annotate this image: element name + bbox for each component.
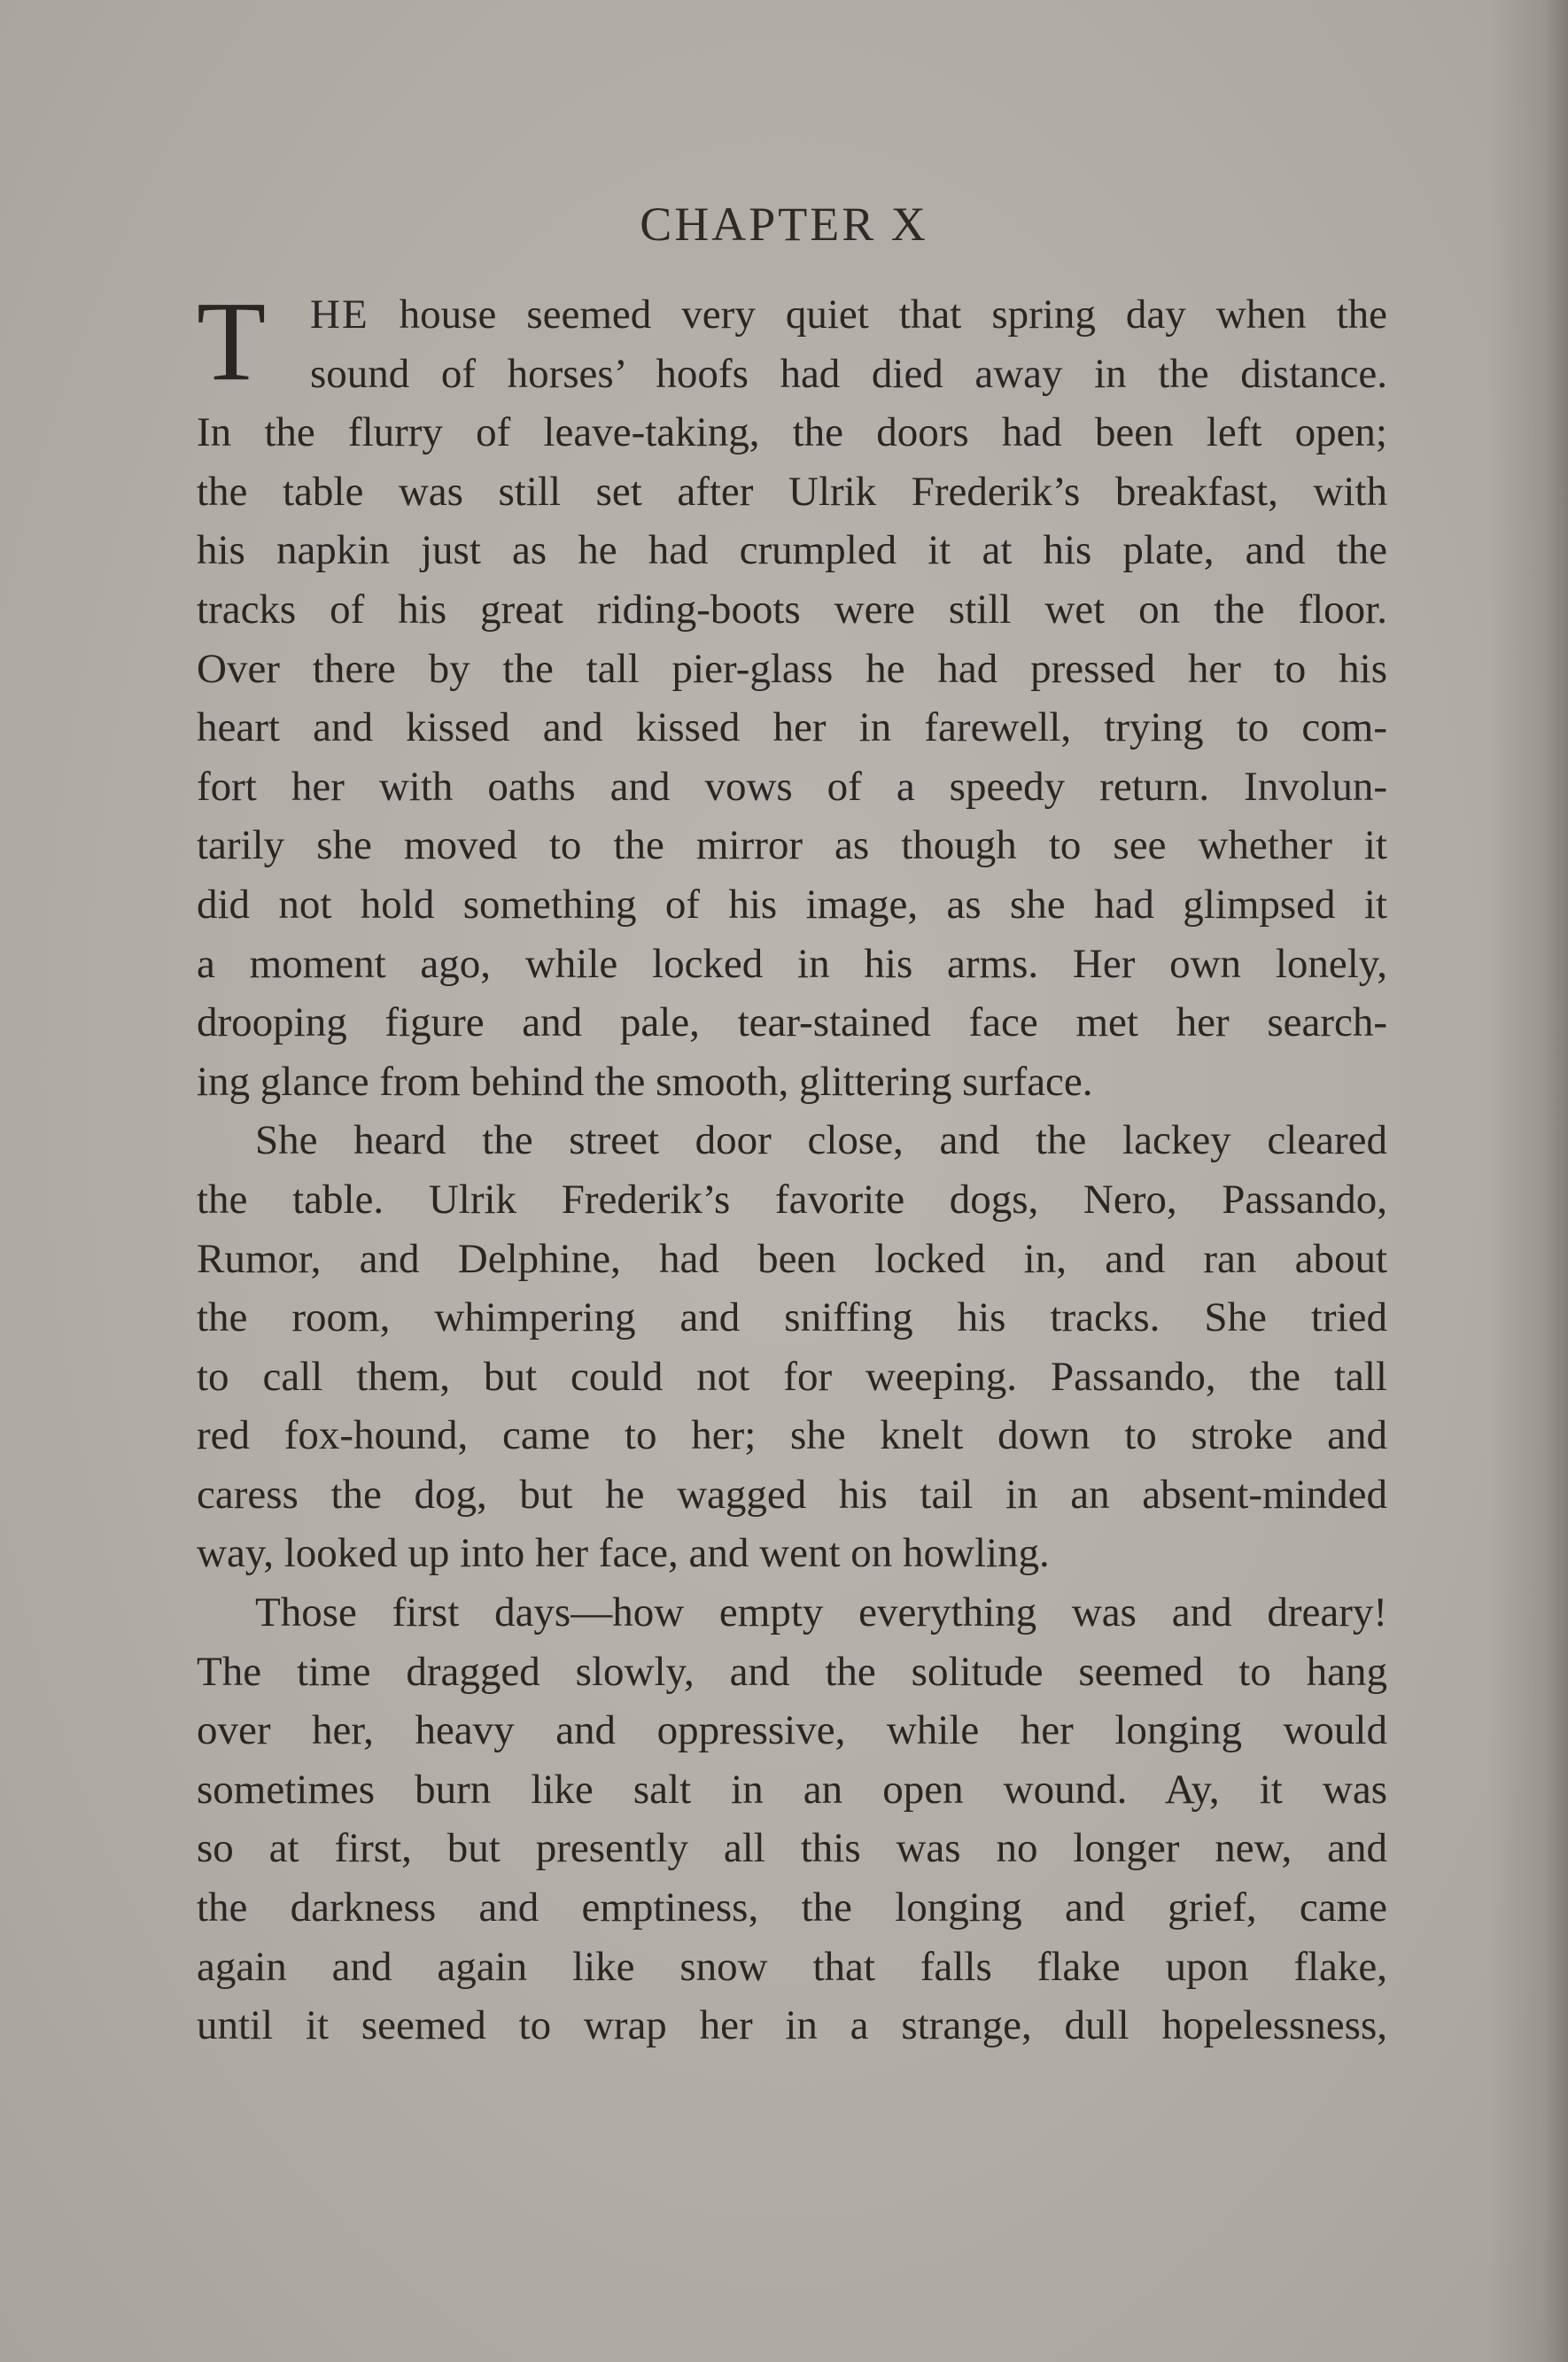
text-line: the table. Ulrik Frederik’s favorite dogs, Nero, Passando, [197,1176,1387,1223]
text-line: tracks of his great riding-boots were still wet on the floor. [197,586,1387,633]
text-line: red fox-hound, came to her; she knelt down to stroke and [197,1412,1387,1459]
text-line: until it seemed to wrap her in a strange, dull hopelessness, [197,2002,1387,2049]
text-line [197,285,1387,345]
text-line: drooping figure and pale, tear-stained face met her search- [197,999,1387,1046]
text-line: a moment ago, while locked in his arms. Her own lonely, [197,940,1387,987]
text-line: The time dragged slowly, and the solitude seemed to hang [197,1648,1387,1695]
text-line-content: house seemed very quiet that spring day when the [369,291,1387,338]
chapter-title: CHAPTER X [640,198,928,251]
text-line: heart and kissed and kissed her in farewell, trying to com- [197,704,1387,751]
text-line: again and again like snow that falls flake upon flake, [197,1943,1387,1990]
text-line: the room, whimpering and sniffing his tracks. She tried [197,1294,1387,1341]
first-word-rest: HE [310,291,369,338]
drop-cap: T [197,278,267,404]
text-line: his napkin just as he had crumpled it at his plate, and the [197,527,1387,574]
text-line: sound of horses’ hoofs had died away in the distance. [310,350,1387,397]
text-line: Those first days—how empty everything was and dreary! [255,1589,1387,1636]
text-line: She heard the street door close, and the lackey cleared [255,1117,1387,1164]
text-line: ing glance from behind the smooth, glittering surface. [197,1058,1093,1105]
chapter-body [197,278,1387,2055]
text-line: fort her with oaths and vows of a speedy return. Involun- [197,763,1387,810]
text-line: In the flurry of leave-taking, the doors had been left open; [197,409,1387,456]
text-line: caress the dog, but he wagged his tail in an absent-minded [197,1471,1387,1518]
text-line: tarily she moved to the mirror as though to see whether it [197,822,1387,869]
text-line: the darkness and emptiness, the longing and grief, came [197,1884,1387,1931]
text-line: did not hold something of his image, as she had glimpsed it [197,881,1387,928]
text-line: over her, heavy and oppressive, while her longing would [197,1707,1387,1754]
text-line: way, looked up into her face, and went on howling. [197,1530,1050,1577]
page-edge-shadow [1488,0,1568,2362]
text-line: Over there by the tall pier-glass he had pressed her to his [197,645,1387,692]
text-line: sometimes burn like salt in an open wound. Ay, it was [197,1766,1387,1813]
text-line: to call them, but could not for weeping. Passando, the tall [197,1353,1387,1400]
text-line: the table was still set after Ulrik Frederik’s breakfast, with [197,468,1387,515]
text-line: so at first, but presently all this was no longer new, and [197,1825,1387,1872]
text-line: Rumor, and Delphine, had been locked in, and ran about [197,1235,1387,1282]
